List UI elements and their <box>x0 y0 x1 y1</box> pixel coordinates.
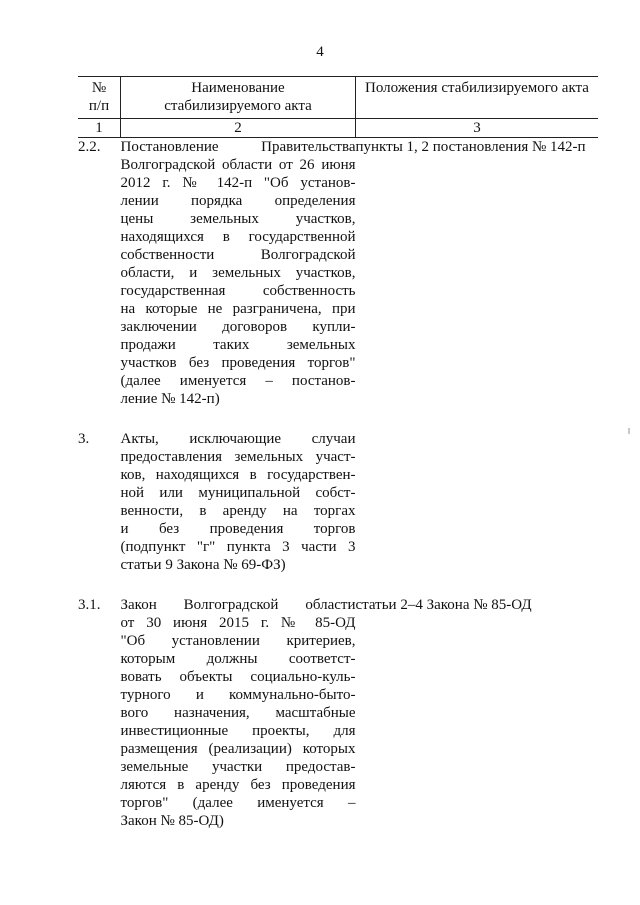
act-name-line: ков, находящихся в государствен- <box>120 467 356 483</box>
stabilized-acts-table <box>78 76 598 830</box>
act-name-line: вовать объекты социально-куль- <box>120 669 356 685</box>
act-provisions: статьи 2–4 Закона № 85-ОД <box>355 597 532 613</box>
act-name-line: (далее именуется – постанов- <box>120 373 356 389</box>
act-name-line: ляются в аренду без проведения <box>120 777 356 793</box>
column-number-1: 1 <box>78 119 121 138</box>
act-name-line: Закон Волгоградской области <box>120 597 356 613</box>
header-num <box>78 77 121 119</box>
page-number: 4 <box>316 44 324 60</box>
act-provisions: пункты 1, 2 постановления № 142-п <box>355 139 586 155</box>
table-header-row <box>78 77 598 119</box>
column-number-row <box>78 119 598 138</box>
act-name-line: области, и земельных участков, <box>120 265 356 281</box>
act-name-line: торгов" (далее именуется – <box>120 795 356 811</box>
act-name-line: продажи таких земельных <box>120 337 356 353</box>
table-body <box>78 138 598 831</box>
row-number: 2.2. <box>78 139 101 155</box>
table-row <box>78 430 598 574</box>
act-name-line: собственности Волгоградской <box>120 247 356 263</box>
row-number: 3.1. <box>78 597 101 613</box>
act-name-line: от 30 июня 2015 г. № 85-ОД <box>120 615 356 631</box>
act-name-line: государственная собственность <box>120 283 356 299</box>
act-name-line: на которые не разграничена, при <box>120 301 356 317</box>
act-name-line: вого назначения, масштабные <box>120 705 356 721</box>
header-name <box>121 77 356 119</box>
act-name-line: 2012 г. № 142-п "Об установ- <box>120 175 356 191</box>
act-name <box>121 596 356 830</box>
act-name-line: земельные участки предостав- <box>120 759 356 775</box>
act-name-line: Закон № 85-ОД) <box>120 813 224 829</box>
table-row <box>78 138 598 409</box>
act-name-line: (подпункт "г" пункта 3 части 3 <box>120 539 356 555</box>
act-name-line: Волгоградской области от 26 июня <box>120 157 356 173</box>
act-name-line: размещения (реализации) которых <box>120 741 356 757</box>
act-name <box>121 430 356 574</box>
act-name-line: венности, в аренду на торгах <box>120 503 356 519</box>
row-spacer <box>78 574 598 596</box>
act-name-line: находящихся в государственной <box>120 229 356 245</box>
header-num-text: № п/п <box>88 80 110 114</box>
act-name-line: ной или муниципальной собст- <box>120 485 356 501</box>
column-number-2: 2 <box>121 119 356 138</box>
row-number: 3. <box>78 431 90 447</box>
act-name-line: которым должны соответст- <box>120 651 356 667</box>
scan-mark <box>628 428 630 434</box>
act-name-line: "Об установлении критериев, <box>120 633 356 649</box>
act-name-line: предоставления земельных участ- <box>120 449 356 465</box>
header-provisions <box>356 77 599 119</box>
row-spacer <box>78 408 598 430</box>
column-number-3: 3 <box>356 119 599 138</box>
act-provisions <box>356 430 599 574</box>
table-row <box>78 596 598 830</box>
header-provisions-text: Положения стабилизируемого акта <box>365 80 589 96</box>
act-name-line: Постановление Правительства <box>120 139 356 155</box>
act-name-line: заключении договоров купли- <box>120 319 356 335</box>
act-name-line: статьи 9 Закона № 69-ФЗ) <box>120 557 286 573</box>
act-name-line: инвестиционные проекты, для <box>120 723 356 739</box>
act-name <box>121 138 356 409</box>
act-name-line: лении порядка определения <box>120 193 356 209</box>
act-name-line: цены земельных участков, <box>120 211 356 227</box>
act-name-line: Акты, исключающие случаи <box>120 431 356 447</box>
act-name-line: и без проведения торгов <box>120 521 356 537</box>
act-name-line: турного и коммунально-быто- <box>120 687 356 703</box>
act-name-line: участков без проведения торгов" <box>120 355 356 371</box>
header-name-text: Наименование стабилизируемого акта <box>164 80 312 114</box>
act-name-line: ление № 142-п) <box>120 391 220 407</box>
